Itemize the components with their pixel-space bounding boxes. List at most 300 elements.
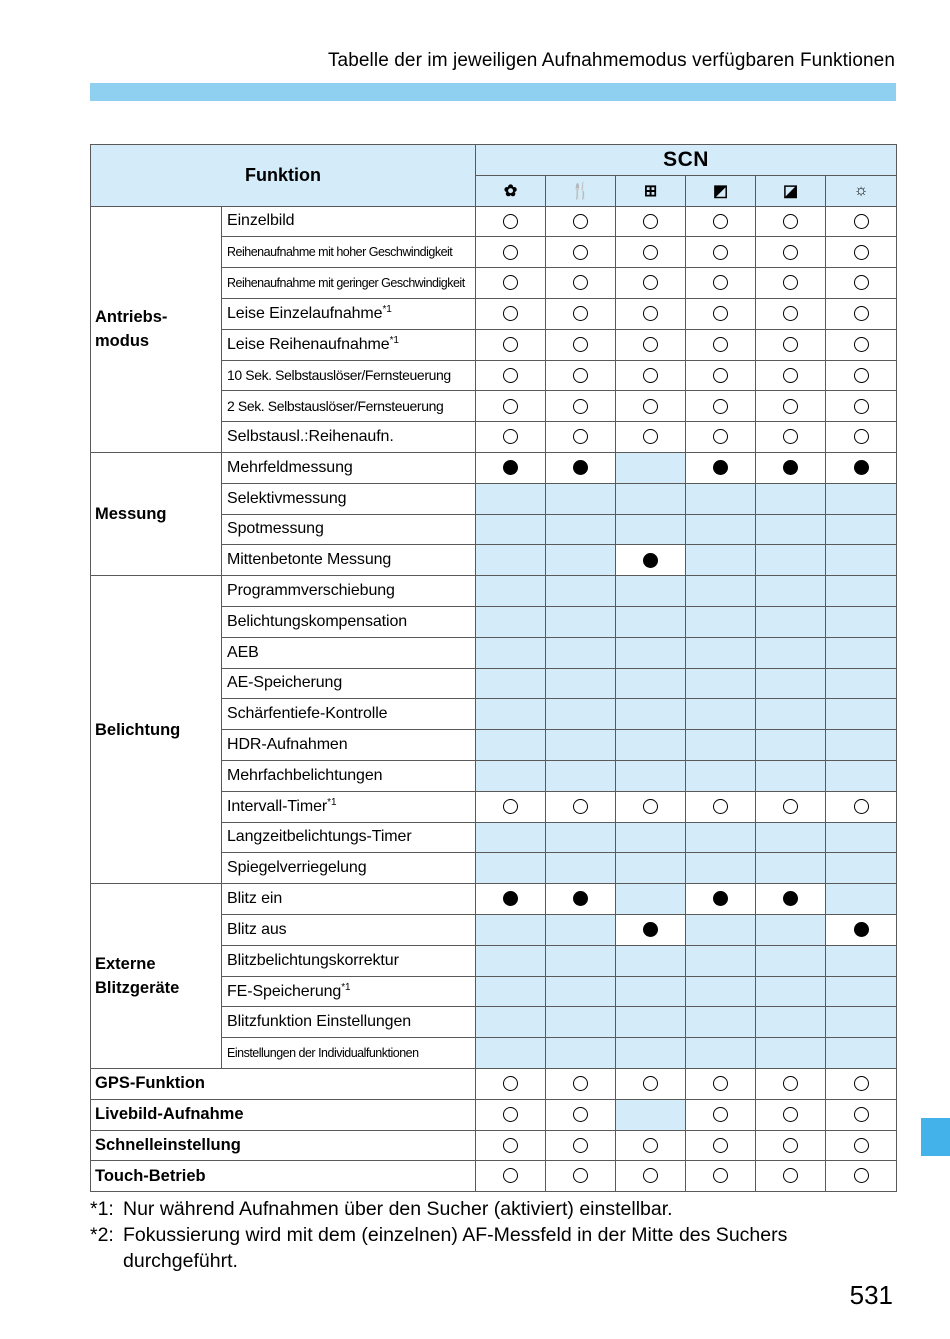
availability-cell	[616, 822, 686, 853]
availability-cell	[756, 576, 826, 607]
function-label: Einstellungen der Individualfunktionen	[227, 1046, 419, 1060]
available-open-circle-icon	[713, 429, 728, 444]
available-open-circle-icon	[503, 399, 518, 414]
availability-cell	[686, 699, 756, 730]
availability-cell	[616, 884, 686, 915]
available-open-circle-icon	[643, 245, 658, 260]
available-open-circle-icon	[783, 799, 798, 814]
availability-cell	[546, 945, 616, 976]
available-open-circle-icon	[713, 799, 728, 814]
availability-cell	[756, 730, 826, 761]
availability-cell	[616, 1007, 686, 1038]
availability-cell	[476, 637, 546, 668]
function-label: Blitz aus	[227, 920, 287, 938]
availability-cell	[756, 822, 826, 853]
table-row	[91, 452, 897, 483]
auto-set-filled-circle-icon	[643, 922, 658, 937]
availability-cell	[476, 760, 546, 791]
group-label: Externe Blitzgeräte	[91, 884, 222, 1069]
available-open-circle-icon	[573, 306, 588, 321]
table-row	[91, 576, 897, 607]
available-open-circle-icon	[503, 1076, 518, 1091]
availability-cell	[686, 1130, 756, 1161]
availability-cell	[826, 853, 897, 884]
function-label-cell	[222, 637, 476, 668]
availability-cell	[476, 668, 546, 699]
availability-cell	[616, 1038, 686, 1069]
availability-cell	[686, 1038, 756, 1069]
availability-cell	[756, 884, 826, 915]
available-open-circle-icon	[713, 1107, 728, 1122]
availability-cell	[686, 606, 756, 637]
availability-cell	[826, 730, 897, 761]
availability-cell	[756, 329, 826, 360]
function-label-cell	[222, 237, 476, 268]
availability-cell	[826, 791, 897, 822]
availability-cell	[616, 1161, 686, 1192]
available-open-circle-icon	[503, 1168, 518, 1183]
availability-cell	[546, 483, 616, 514]
availability-cell	[546, 668, 616, 699]
availability-cell	[476, 791, 546, 822]
available-open-circle-icon	[713, 1168, 728, 1183]
table-row	[91, 1068, 897, 1099]
available-open-circle-icon	[783, 399, 798, 414]
footnote-reference: *1	[341, 981, 351, 993]
footnote-1	[90, 1196, 895, 1222]
availability-cell	[476, 1038, 546, 1069]
available-open-circle-icon	[573, 1107, 588, 1122]
availability-cell	[756, 668, 826, 699]
available-open-circle-icon	[783, 337, 798, 352]
available-open-circle-icon	[573, 1076, 588, 1091]
availability-cell	[686, 822, 756, 853]
function-label-cell	[222, 298, 476, 329]
function-label-cell	[222, 606, 476, 637]
availability-cell	[476, 206, 546, 237]
function-label-cell	[222, 1038, 476, 1069]
page-number: 531	[849, 1280, 893, 1310]
table-row	[91, 1099, 897, 1130]
availability-cell	[686, 237, 756, 268]
availability-cell	[686, 483, 756, 514]
availability-cell	[616, 268, 686, 299]
function-label-cell	[222, 976, 476, 1007]
function-label: Leise Reihenaufnahme	[227, 336, 390, 354]
availability-cell	[826, 237, 897, 268]
availability-cell	[686, 914, 756, 945]
availability-cell	[476, 391, 546, 422]
available-open-circle-icon	[643, 214, 658, 229]
availability-cell	[686, 1161, 756, 1192]
availability-cell	[826, 483, 897, 514]
availability-cell	[476, 268, 546, 299]
availability-cell	[826, 945, 897, 976]
availability-cell	[616, 545, 686, 576]
availability-cell	[546, 514, 616, 545]
footnote-text: Nur während Aufnahmen über den Sucher (aktiviert) einstellbar.	[123, 1198, 673, 1220]
available-open-circle-icon	[783, 214, 798, 229]
availability-cell	[756, 606, 826, 637]
availability-cell	[686, 760, 756, 791]
availability-cell	[686, 976, 756, 1007]
footnote-2	[90, 1222, 895, 1274]
available-open-circle-icon	[573, 429, 588, 444]
availability-cell	[546, 1099, 616, 1130]
availability-cell	[546, 576, 616, 607]
availability-cell	[476, 1130, 546, 1161]
function-label: AEB	[227, 643, 259, 661]
availability-cell	[756, 237, 826, 268]
availability-cell	[826, 699, 897, 730]
footnote-text: Fokussierung wird mit dem (einzelnen) AF-Messfeld in der Mitte des Suchers durchgeführt.	[123, 1224, 788, 1272]
availability-cell	[476, 884, 546, 915]
availability-cell	[756, 422, 826, 453]
available-open-circle-icon	[854, 1168, 869, 1183]
availability-cell	[826, 576, 897, 607]
availability-cell	[616, 791, 686, 822]
availability-cell	[546, 606, 616, 637]
available-open-circle-icon	[643, 1138, 658, 1153]
available-open-circle-icon	[854, 214, 869, 229]
function-label: Programmverschiebung	[227, 582, 395, 600]
availability-cell	[826, 914, 897, 945]
available-open-circle-icon	[713, 368, 728, 383]
available-open-circle-icon	[643, 1168, 658, 1183]
availability-cell	[476, 576, 546, 607]
function-label-cell	[222, 391, 476, 422]
availability-cell	[756, 1130, 826, 1161]
available-open-circle-icon	[783, 1168, 798, 1183]
hdr-backlight-icon: ☼	[826, 175, 897, 206]
availability-cell	[826, 329, 897, 360]
available-open-circle-icon	[573, 799, 588, 814]
page-header-title: Tabelle der im jeweiligen Aufnahmemodus verfügbaren Funktionen	[327, 50, 895, 71]
availability-cell	[826, 298, 897, 329]
availability-cell	[756, 545, 826, 576]
auto-set-filled-circle-icon	[643, 553, 658, 568]
availability-cell	[756, 1007, 826, 1038]
availability-cell	[756, 699, 826, 730]
availability-cell	[826, 1099, 897, 1130]
function-label-cell	[222, 760, 476, 791]
availability-cell	[756, 1038, 826, 1069]
availability-cell	[476, 606, 546, 637]
availability-cell	[686, 360, 756, 391]
table-body	[91, 206, 897, 1192]
function-label: 2 Sek. Selbstauslöser/Fernsteuerung	[227, 398, 444, 415]
availability-cell	[476, 1007, 546, 1038]
availability-cell	[826, 268, 897, 299]
function-label-cell	[222, 206, 476, 237]
auto-set-filled-circle-icon	[713, 891, 728, 906]
function-label-cell	[222, 791, 476, 822]
footnote-reference: *1	[327, 797, 337, 809]
available-open-circle-icon	[573, 1168, 588, 1183]
availability-cell	[826, 1068, 897, 1099]
function-label: Spotmessung	[227, 520, 324, 538]
function-label: Langzeitbelichtungs-Timer	[227, 828, 412, 846]
auto-set-filled-circle-icon	[713, 460, 728, 475]
footnote-mark: *1:	[90, 1198, 114, 1220]
availability-cell	[616, 1068, 686, 1099]
function-label-cell	[222, 945, 476, 976]
availability-cell	[826, 976, 897, 1007]
availability-cell	[616, 760, 686, 791]
availability-cell	[546, 237, 616, 268]
available-open-circle-icon	[783, 245, 798, 260]
availability-cell	[476, 483, 546, 514]
footnote-reference: *1	[382, 304, 392, 316]
availability-cell	[476, 514, 546, 545]
availability-cell	[756, 1161, 826, 1192]
available-open-circle-icon	[713, 399, 728, 414]
function-label: Spiegelverriegelung	[227, 859, 367, 877]
availability-cell	[756, 1099, 826, 1130]
function-label: Belichtungskompensation	[227, 612, 408, 630]
availability-cell	[616, 1130, 686, 1161]
table-row	[91, 206, 897, 237]
availability-cell	[616, 637, 686, 668]
available-open-circle-icon	[854, 1138, 869, 1153]
availability-cell	[476, 822, 546, 853]
availability-cell	[546, 730, 616, 761]
table-row	[91, 1130, 897, 1161]
availability-cell	[826, 360, 897, 391]
function-label: Touch-Betrieb	[91, 1161, 476, 1192]
available-open-circle-icon	[643, 337, 658, 352]
availability-cell	[826, 452, 897, 483]
auto-set-filled-circle-icon	[854, 922, 869, 937]
available-open-circle-icon	[854, 245, 869, 260]
availability-cell	[826, 606, 897, 637]
availability-cell	[476, 1099, 546, 1130]
availability-cell	[756, 637, 826, 668]
auto-set-filled-circle-icon	[783, 891, 798, 906]
availability-cell	[686, 329, 756, 360]
availability-cell	[756, 853, 826, 884]
availability-cell	[616, 514, 686, 545]
availability-cell	[756, 483, 826, 514]
availability-cell	[546, 791, 616, 822]
function-label-cell	[222, 914, 476, 945]
availability-cell	[476, 853, 546, 884]
availability-cell	[826, 545, 897, 576]
footnote-mark: *2:	[90, 1224, 114, 1246]
availability-cell	[546, 268, 616, 299]
availability-cell	[546, 699, 616, 730]
available-open-circle-icon	[713, 214, 728, 229]
availability-cell	[476, 360, 546, 391]
function-label: Blitzbelichtungskorrektur	[227, 951, 399, 969]
function-label-cell	[222, 853, 476, 884]
availability-cell	[546, 298, 616, 329]
availability-cell	[756, 452, 826, 483]
availability-cell	[686, 514, 756, 545]
availability-cell	[826, 668, 897, 699]
available-open-circle-icon	[713, 245, 728, 260]
available-open-circle-icon	[503, 214, 518, 229]
availability-cell	[686, 268, 756, 299]
available-open-circle-icon	[854, 337, 869, 352]
function-label-cell	[222, 668, 476, 699]
availability-cell	[686, 1099, 756, 1130]
available-open-circle-icon	[573, 1138, 588, 1153]
available-open-circle-icon	[643, 1076, 658, 1091]
availability-cell	[476, 914, 546, 945]
available-open-circle-icon	[713, 1138, 728, 1153]
availability-cell	[686, 206, 756, 237]
availability-cell	[616, 976, 686, 1007]
availability-cell	[476, 422, 546, 453]
availability-cell	[546, 1161, 616, 1192]
available-open-circle-icon	[573, 275, 588, 290]
chapter-side-tab	[921, 1118, 950, 1156]
available-open-circle-icon	[503, 245, 518, 260]
availability-cell	[756, 945, 826, 976]
table-row	[91, 1161, 897, 1192]
group-label: Antriebs- modus	[91, 206, 222, 452]
availability-cell	[546, 822, 616, 853]
availability-cell	[616, 329, 686, 360]
availability-cell	[546, 1130, 616, 1161]
function-label: Leise Einzelaufnahme	[227, 305, 383, 323]
availability-cell	[686, 730, 756, 761]
function-label-cell	[222, 452, 476, 483]
header-color-bar	[90, 83, 896, 101]
available-open-circle-icon	[573, 214, 588, 229]
availability-cell	[686, 637, 756, 668]
available-open-circle-icon	[643, 368, 658, 383]
availability-cell	[616, 576, 686, 607]
availability-cell	[546, 206, 616, 237]
available-open-circle-icon	[503, 1138, 518, 1153]
available-open-circle-icon	[713, 275, 728, 290]
footnote-reference: *1	[389, 335, 399, 347]
available-open-circle-icon	[713, 306, 728, 321]
table-row	[91, 884, 897, 915]
function-label-cell	[222, 545, 476, 576]
available-open-circle-icon	[503, 1107, 518, 1122]
availability-cell	[686, 576, 756, 607]
availability-cell	[616, 483, 686, 514]
availability-cell	[686, 391, 756, 422]
available-open-circle-icon	[503, 275, 518, 290]
availability-cell	[476, 298, 546, 329]
availability-cell	[546, 1038, 616, 1069]
availability-cell	[686, 1068, 756, 1099]
function-label-cell	[222, 822, 476, 853]
availability-cell	[826, 206, 897, 237]
footnotes	[90, 1196, 895, 1274]
available-open-circle-icon	[503, 306, 518, 321]
availability-cell	[756, 914, 826, 945]
availability-cell	[826, 1130, 897, 1161]
availability-cell	[756, 976, 826, 1007]
available-open-circle-icon	[783, 275, 798, 290]
available-open-circle-icon	[713, 1076, 728, 1091]
availability-cell	[826, 822, 897, 853]
function-label: Mehrfeldmessung	[227, 458, 353, 476]
availability-cell	[686, 884, 756, 915]
available-open-circle-icon	[573, 368, 588, 383]
candlelight-icon: ⊞	[616, 175, 686, 206]
function-label: Selektivmessung	[227, 489, 347, 507]
available-open-circle-icon	[503, 429, 518, 444]
function-label: Reihenaufnahme mit hoher Geschwindigkeit	[227, 245, 453, 260]
availability-cell	[616, 945, 686, 976]
function-label: Blitz ein	[227, 890, 283, 908]
available-open-circle-icon	[854, 429, 869, 444]
availability-cell	[546, 360, 616, 391]
availability-cell	[686, 668, 756, 699]
availability-cell	[476, 1068, 546, 1099]
availability-cell	[616, 730, 686, 761]
availability-cell	[686, 452, 756, 483]
availability-cell	[616, 1099, 686, 1130]
availability-cell	[756, 298, 826, 329]
available-open-circle-icon	[783, 368, 798, 383]
available-open-circle-icon	[854, 1107, 869, 1122]
availability-cell	[616, 237, 686, 268]
available-open-circle-icon	[854, 368, 869, 383]
auto-set-filled-circle-icon	[783, 460, 798, 475]
availability-cell	[826, 1007, 897, 1038]
availability-cell	[756, 514, 826, 545]
function-label: Selbstausl.:Reihenaufn.	[227, 428, 394, 446]
availability-cell	[686, 298, 756, 329]
availability-cell	[546, 391, 616, 422]
function-label-cell	[222, 329, 476, 360]
availability-cell	[546, 884, 616, 915]
function-label-cell	[222, 1007, 476, 1038]
availability-cell	[616, 452, 686, 483]
function-label: Mehrfachbelichtungen	[227, 766, 383, 784]
function-label: Blitzfunktion Einstellungen	[227, 1013, 412, 1031]
availability-cell	[476, 730, 546, 761]
available-open-circle-icon	[854, 399, 869, 414]
auto-set-filled-circle-icon	[854, 460, 869, 475]
function-label: Schärfentiefe-Kontrolle	[227, 705, 388, 723]
availability-cell	[756, 1068, 826, 1099]
availability-cell	[476, 945, 546, 976]
availability-cell	[826, 514, 897, 545]
auto-set-filled-circle-icon	[573, 460, 588, 475]
availability-cell	[476, 237, 546, 268]
availability-cell	[826, 422, 897, 453]
availability-cell	[476, 329, 546, 360]
availability-cell	[616, 914, 686, 945]
availability-cell	[546, 452, 616, 483]
auto-set-filled-circle-icon	[503, 891, 518, 906]
availability-cell	[616, 360, 686, 391]
availability-cell	[826, 1161, 897, 1192]
availability-cell	[476, 452, 546, 483]
availability-cell	[546, 760, 616, 791]
availability-cell	[546, 1068, 616, 1099]
function-label: Einzelbild	[227, 212, 295, 230]
available-open-circle-icon	[783, 429, 798, 444]
function-label-cell	[222, 884, 476, 915]
available-open-circle-icon	[503, 799, 518, 814]
availability-cell	[686, 422, 756, 453]
function-label-cell	[222, 422, 476, 453]
availability-cell	[686, 853, 756, 884]
availability-cell	[686, 1007, 756, 1038]
available-open-circle-icon	[573, 245, 588, 260]
available-open-circle-icon	[854, 799, 869, 814]
availability-cell	[546, 637, 616, 668]
